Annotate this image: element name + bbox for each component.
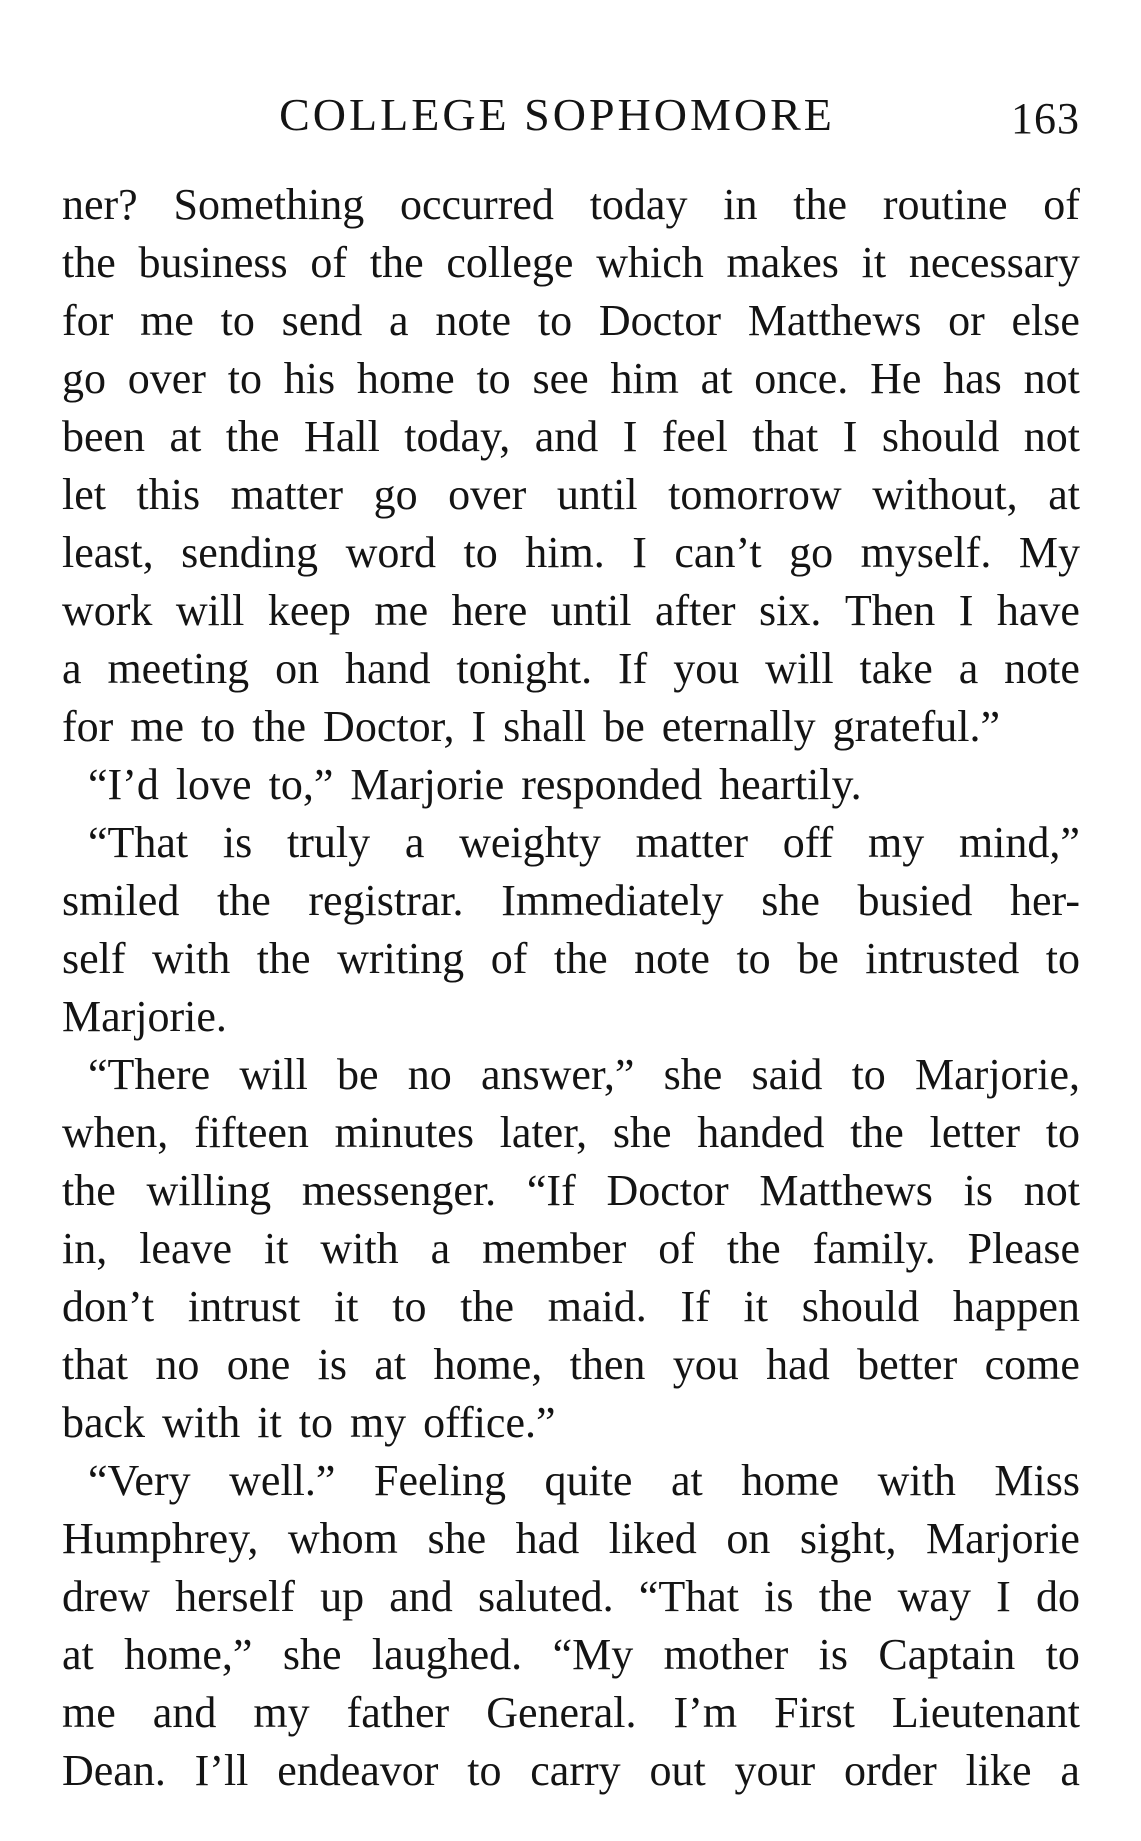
word: send: [281, 296, 363, 345]
word: with: [877, 1456, 956, 1505]
word: over: [127, 354, 206, 403]
page-header: [62, 80, 1080, 150]
word: of: [310, 238, 348, 287]
word: well.”: [229, 1456, 336, 1505]
word: tomorrow: [668, 470, 842, 519]
word: messenger.: [301, 1166, 497, 1215]
word: keep: [267, 586, 351, 635]
word: mother: [663, 1630, 789, 1679]
word: that: [752, 412, 819, 461]
text-line: [62, 408, 1080, 466]
word: six.: [759, 586, 822, 635]
word: until: [550, 586, 632, 635]
word: I: [842, 412, 858, 461]
word: at: [374, 1340, 407, 1389]
word: a: [430, 1224, 451, 1273]
word: to: [476, 354, 511, 403]
text-line: [62, 872, 1080, 930]
word: truly: [287, 818, 371, 867]
word: without,: [872, 470, 1018, 519]
word: the: [726, 1224, 781, 1273]
word: is: [963, 1166, 993, 1215]
word: at: [671, 1456, 703, 1505]
word: will: [765, 644, 834, 693]
word: should: [881, 412, 1000, 461]
word: liked: [608, 1514, 697, 1563]
word: makes: [726, 238, 839, 287]
word: to: [1045, 1108, 1080, 1157]
word: self: [62, 934, 126, 983]
word: been: [62, 412, 146, 461]
running-title: COLLEGE SOPHOMORE: [279, 89, 835, 140]
word: on: [275, 644, 320, 693]
word: the: [369, 238, 424, 287]
word: the: [256, 934, 311, 983]
word: order: [843, 1746, 937, 1795]
word: up: [320, 1572, 365, 1621]
word: him: [610, 354, 679, 403]
word: is: [222, 818, 253, 867]
word: family.: [812, 1224, 936, 1273]
word: will: [175, 586, 245, 635]
word: Matthews: [759, 1166, 933, 1215]
word: is: [764, 1572, 794, 1621]
word: writing: [337, 934, 465, 983]
text-line: for me to the Doctor, I shall be eternally grateful.”: [62, 702, 1000, 751]
word: to: [227, 354, 262, 403]
word: not: [1023, 1166, 1080, 1215]
text-line: [62, 1452, 1080, 1510]
word: a: [1060, 1746, 1080, 1795]
word: she: [282, 1630, 342, 1679]
word: to: [392, 1282, 427, 1331]
text-line: [62, 1742, 1080, 1800]
text-line: Marjorie.: [62, 992, 227, 1041]
word: the: [850, 1108, 904, 1157]
word: Lieutenant: [891, 1688, 1080, 1737]
word: fifteen: [194, 1108, 309, 1157]
word: you: [672, 1340, 739, 1389]
word: hand: [344, 644, 431, 693]
word: note: [435, 296, 512, 345]
word: endeavor: [277, 1746, 439, 1795]
word: a: [958, 644, 979, 693]
word: carry: [530, 1746, 621, 1795]
word: General.: [486, 1688, 637, 1737]
word: my: [253, 1688, 310, 1737]
word: I: [632, 528, 647, 577]
word: my: [867, 818, 925, 867]
word: which: [596, 238, 704, 287]
word: else: [1011, 296, 1080, 345]
word: home: [356, 354, 455, 403]
word: “If: [526, 1166, 576, 1215]
word: it: [334, 1282, 359, 1331]
word: the: [793, 180, 848, 229]
word: weighty: [459, 818, 601, 867]
word: that: [62, 1340, 128, 1389]
word: He: [870, 354, 922, 403]
word: Immediately: [501, 876, 724, 925]
word: of: [658, 1224, 695, 1273]
word: the: [818, 1572, 873, 1621]
word: off: [782, 818, 834, 867]
word: a: [62, 644, 82, 693]
text-line: [62, 292, 1080, 350]
word: for: [62, 296, 114, 345]
word: ner?: [62, 180, 138, 229]
word: and: [534, 412, 599, 461]
word: in,: [62, 1224, 108, 1273]
text-line: back with it to my office.”: [62, 1398, 556, 1447]
word: sight,: [799, 1514, 897, 1563]
word: can’t: [674, 528, 762, 577]
word: whom: [287, 1514, 398, 1563]
word: handed: [697, 1108, 825, 1157]
word: me: [140, 296, 194, 345]
text-line: [62, 582, 1080, 640]
word: Dean.: [62, 1746, 166, 1795]
word: feel: [661, 412, 728, 461]
word: be: [337, 1050, 379, 1099]
word: business: [138, 238, 288, 287]
text-line: [62, 1684, 1080, 1742]
text-line: [62, 1336, 1080, 1394]
word: go: [373, 470, 418, 519]
word: it: [743, 1282, 768, 1331]
word: myself.: [860, 528, 992, 577]
word: the: [216, 876, 271, 925]
word: saluted.: [477, 1572, 614, 1621]
word: have: [996, 586, 1080, 635]
word: it: [861, 238, 887, 287]
word: over: [448, 470, 527, 519]
text-line: [62, 524, 1080, 582]
text-line: [62, 1220, 1080, 1278]
word: routine: [882, 180, 1008, 229]
word: matter: [230, 470, 344, 519]
word: drew: [62, 1572, 150, 1621]
word: Humphrey,: [62, 1514, 259, 1563]
word: letter: [929, 1108, 1020, 1157]
word: intrusted: [865, 934, 1020, 983]
word: leave: [139, 1224, 233, 1273]
word: has: [943, 354, 1002, 403]
word: go: [62, 354, 106, 403]
text-line: [62, 176, 1080, 234]
word: had: [766, 1340, 830, 1389]
word: when,: [62, 1108, 169, 1157]
word: one: [226, 1340, 291, 1389]
text-line: [62, 1278, 1080, 1336]
word: Captain: [878, 1630, 1016, 1679]
text-line: [62, 930, 1080, 988]
word: see: [532, 354, 589, 403]
word: today: [589, 180, 688, 229]
word: had: [515, 1514, 580, 1563]
word: note: [634, 934, 710, 983]
text-line: [62, 814, 1080, 872]
word: said: [751, 1050, 823, 1099]
word: to: [736, 934, 771, 983]
word: the: [553, 934, 608, 983]
word: “That: [638, 1572, 739, 1621]
word: “My: [552, 1630, 634, 1679]
word: Hall: [304, 412, 380, 461]
word: of: [490, 934, 528, 983]
text-line: [62, 1046, 1080, 1104]
body-text: [62, 176, 1080, 1800]
text-line: “I’d love to,” Marjorie responded heartily.: [88, 760, 862, 809]
word: word: [345, 528, 436, 577]
word: the: [62, 238, 116, 287]
word: Feeling: [373, 1456, 506, 1505]
word: him.: [525, 528, 605, 577]
word: your: [734, 1746, 816, 1795]
word: with: [320, 1224, 399, 1273]
word: herself: [175, 1572, 295, 1621]
text-line: [62, 1104, 1080, 1162]
word: to: [220, 296, 255, 345]
word: this: [136, 470, 201, 519]
word: she: [612, 1108, 672, 1157]
word: after: [654, 586, 736, 635]
word: “There: [88, 1050, 211, 1099]
word: at: [169, 412, 202, 461]
word: come: [984, 1340, 1080, 1389]
word: I: [622, 412, 638, 461]
word: out: [649, 1746, 706, 1795]
word: work: [62, 586, 153, 635]
word: do: [1036, 1572, 1080, 1621]
word: to: [467, 1746, 502, 1795]
word: I’m: [673, 1688, 738, 1737]
word: to: [1045, 934, 1080, 983]
text-line: [62, 1162, 1080, 1220]
word: me: [62, 1688, 116, 1737]
word: until: [556, 470, 638, 519]
word: no: [155, 1340, 200, 1389]
word: is: [818, 1630, 849, 1679]
word: home,: [433, 1340, 543, 1389]
word: First: [774, 1688, 855, 1737]
word: then: [569, 1340, 646, 1389]
word: better: [857, 1340, 958, 1389]
word: least,: [62, 528, 154, 577]
word: minutes: [334, 1108, 474, 1157]
word: laughed.: [371, 1630, 523, 1679]
word: don’t: [62, 1282, 155, 1331]
word: the: [225, 412, 280, 461]
word: home: [741, 1456, 840, 1505]
word: today,: [404, 412, 511, 461]
word: Marjorie: [926, 1514, 1080, 1563]
word: Doctor: [606, 1166, 729, 1215]
word: and: [389, 1572, 453, 1621]
word: father: [346, 1688, 450, 1737]
word: her-: [1010, 876, 1080, 925]
word: at: [62, 1630, 94, 1679]
word: “Very: [88, 1456, 191, 1505]
word: quite: [544, 1456, 633, 1505]
text-line: [62, 234, 1080, 292]
word: Please: [967, 1224, 1080, 1273]
word: me: [374, 586, 429, 635]
word: at: [700, 354, 733, 403]
word: of: [1043, 180, 1080, 229]
word: If: [618, 644, 648, 693]
word: way: [897, 1572, 971, 1621]
word: Something: [173, 180, 365, 229]
word: matter: [635, 818, 748, 867]
word: maid.: [547, 1282, 647, 1331]
word: later,: [499, 1108, 588, 1157]
word: answer,”: [480, 1050, 635, 1099]
word: a: [389, 296, 409, 345]
word: home,”: [124, 1630, 253, 1679]
text-line: [62, 1510, 1080, 1568]
text-line: [62, 466, 1080, 524]
word: the: [460, 1282, 514, 1331]
text-line: [62, 640, 1080, 698]
word: to: [851, 1050, 886, 1099]
word: busied: [857, 876, 973, 925]
word: My: [1018, 528, 1080, 577]
word: not: [1023, 412, 1080, 461]
word: note: [1004, 644, 1080, 693]
word: she: [761, 876, 820, 925]
word: a: [404, 818, 425, 867]
text-line: [62, 350, 1080, 408]
word: I: [958, 586, 974, 635]
word: be: [797, 934, 839, 983]
word: to: [1045, 1630, 1080, 1679]
page-number: 163: [1011, 94, 1080, 143]
word: necessary: [908, 238, 1080, 287]
word: college: [446, 238, 574, 287]
word: take: [859, 644, 933, 693]
word: “That: [88, 818, 189, 867]
word: intrust: [187, 1282, 301, 1331]
word: here: [451, 586, 528, 635]
word: Matthews: [747, 296, 922, 345]
word: to: [537, 296, 573, 345]
word: no: [407, 1050, 452, 1099]
word: Doctor: [598, 296, 722, 345]
word: registrar.: [308, 876, 464, 925]
word: or: [948, 296, 985, 345]
word: Miss: [994, 1456, 1080, 1505]
word: you: [673, 644, 740, 693]
word: sending: [181, 528, 319, 577]
word: If: [680, 1282, 710, 1331]
text-line: [62, 1626, 1080, 1684]
word: is: [317, 1340, 347, 1389]
word: on: [726, 1514, 771, 1563]
word: like: [965, 1746, 1032, 1795]
text-line: [62, 1568, 1080, 1626]
word: she: [663, 1050, 723, 1099]
word: mind,”: [958, 818, 1080, 867]
word: Marjorie,: [915, 1050, 1080, 1099]
word: with: [152, 934, 231, 983]
word: she: [427, 1514, 487, 1563]
word: member: [482, 1224, 627, 1273]
word: tonight.: [456, 644, 593, 693]
word: not: [1023, 354, 1080, 403]
word: I’ll: [194, 1746, 249, 1795]
word: should: [801, 1282, 920, 1331]
word: to: [463, 528, 498, 577]
word: in: [723, 180, 758, 229]
word: will: [239, 1050, 308, 1099]
word: I: [996, 1572, 1011, 1621]
word: it: [263, 1224, 289, 1273]
word: go: [789, 528, 834, 577]
word: at: [1048, 470, 1080, 519]
word: smiled: [62, 876, 180, 925]
word: let: [62, 470, 106, 519]
word: his: [283, 354, 336, 403]
word: meeting: [107, 644, 250, 693]
word: occurred: [400, 180, 554, 229]
word: once.: [754, 354, 849, 403]
word: the: [62, 1166, 116, 1215]
word: Then: [844, 586, 936, 635]
word: willing: [146, 1166, 272, 1215]
word: happen: [952, 1282, 1080, 1331]
word: and: [152, 1688, 217, 1737]
